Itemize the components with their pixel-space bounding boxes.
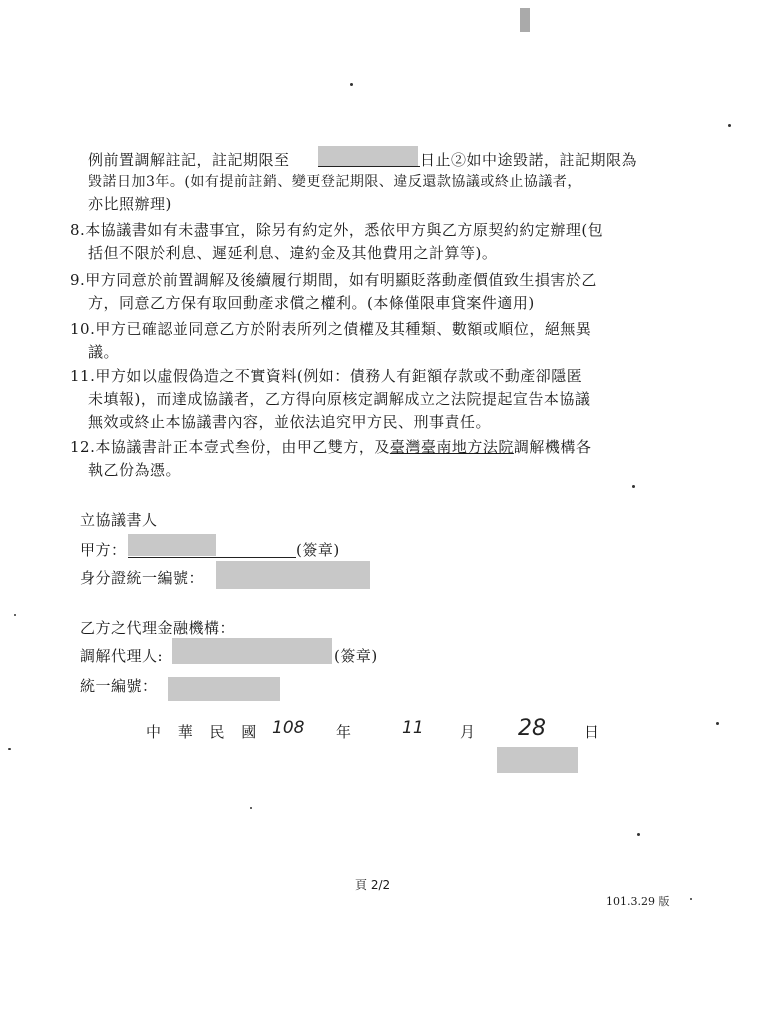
redacted-date [318, 146, 418, 166]
signatories-heading: 立協議書人 [80, 511, 158, 529]
scan-speck [250, 807, 252, 809]
date-month-handwritten: 11 [402, 718, 424, 738]
clause-9-line1: 9.甲方同意於前置調解及後續履行期間，如有明顯貶落動產價值致生損害於乙 [70, 271, 597, 289]
scan-speck [690, 898, 692, 900]
scan-speck [637, 833, 640, 836]
agent-label: 調解代理人: [80, 647, 164, 665]
id-number-label: 身分證統一編號： [80, 569, 205, 587]
clause-11-line2: 未填報)，而達成協議者，乙方得向原核定調解成立之法院提起宣告本協議 [88, 390, 591, 408]
page-number: 頁 2/2 [355, 878, 391, 892]
date-day-label: 日 [584, 723, 600, 741]
redacted-party-a-name [128, 534, 216, 556]
redacted-id-number [216, 561, 370, 589]
scan-speck [14, 614, 16, 616]
clause-12-line1: 12.本協議書計正本壹式叁份，由甲乙雙方，及臺灣臺南地方法院調解機構各 [70, 438, 592, 456]
redacted-stamp-area [497, 747, 578, 773]
clause-12-line2: 執乙份為憑。 [88, 461, 182, 479]
redacted-agent-name [172, 638, 332, 664]
clause-8-line2: 括但不限於利息、遲延利息、違約金及其他費用之計算等)。 [88, 244, 498, 262]
clause-11-line3: 無效或終止本協議書內容，並依法追究甲方民、刑事責任。 [88, 413, 492, 431]
party-a-label: 甲方： [80, 541, 127, 559]
clause-11-line1: 11.甲方如以虛假偽造之不實資料(例如：債務人有鉅額存款或不動產卻隱匿 [70, 367, 583, 385]
clause-continuation-line3: 亦比照辦理) [88, 195, 172, 213]
scan-speck [728, 124, 731, 127]
scan-speck [350, 83, 353, 86]
clause-9-line2: 方，同意乙方保有取回動產求償之權利。(本條僅限車貸案件適用) [88, 294, 535, 312]
court-name: 臺灣臺南地方法院 [389, 438, 514, 456]
clause-continuation-line2: 毀諾日加3年。(如有提前註銷、變更登記期限、違反還款協議或終止協議者， [88, 174, 582, 190]
party-b-label: 乙方之代理金融機構： [80, 619, 236, 637]
clause-continuation-line1b: 日止②如中途毀諾，註記期限為 [420, 151, 638, 169]
clause-continuation-line1: 例前置調解註記，註記期限至 [88, 151, 290, 169]
clause-8-line1: 8.本協議書如有未盡事宜，除另有約定外，悉依甲方與乙方原契約約定辦理(包 [70, 221, 604, 239]
agent-sign-seal: (簽章) [334, 647, 378, 665]
date-year-label: 年 [336, 723, 352, 741]
date-era: 中 華 民 國 [146, 723, 263, 741]
scan-speck [716, 722, 719, 725]
date-month-label: 月 [460, 723, 476, 741]
scan-speck [632, 485, 635, 488]
scan-speck [8, 748, 11, 750]
redacted-uniform-number [168, 677, 280, 701]
date-year-handwritten: 108 [272, 718, 305, 738]
party-a-sign-seal: (簽章) [296, 541, 340, 559]
clause-10-line1: 10.甲方已確認並同意乙方於附表所列之債權及其種類、數額或順位，絕無異 [70, 320, 592, 338]
date-underline [318, 166, 420, 167]
date-day-handwritten: 28 [518, 716, 546, 741]
party-a-signature-line [128, 557, 296, 558]
form-version: 101.3.29 版 [606, 895, 670, 908]
scan-mark [520, 8, 530, 32]
clause-10-line2: 議。 [88, 343, 120, 361]
uniform-number-label: 統一編號： [80, 677, 158, 695]
